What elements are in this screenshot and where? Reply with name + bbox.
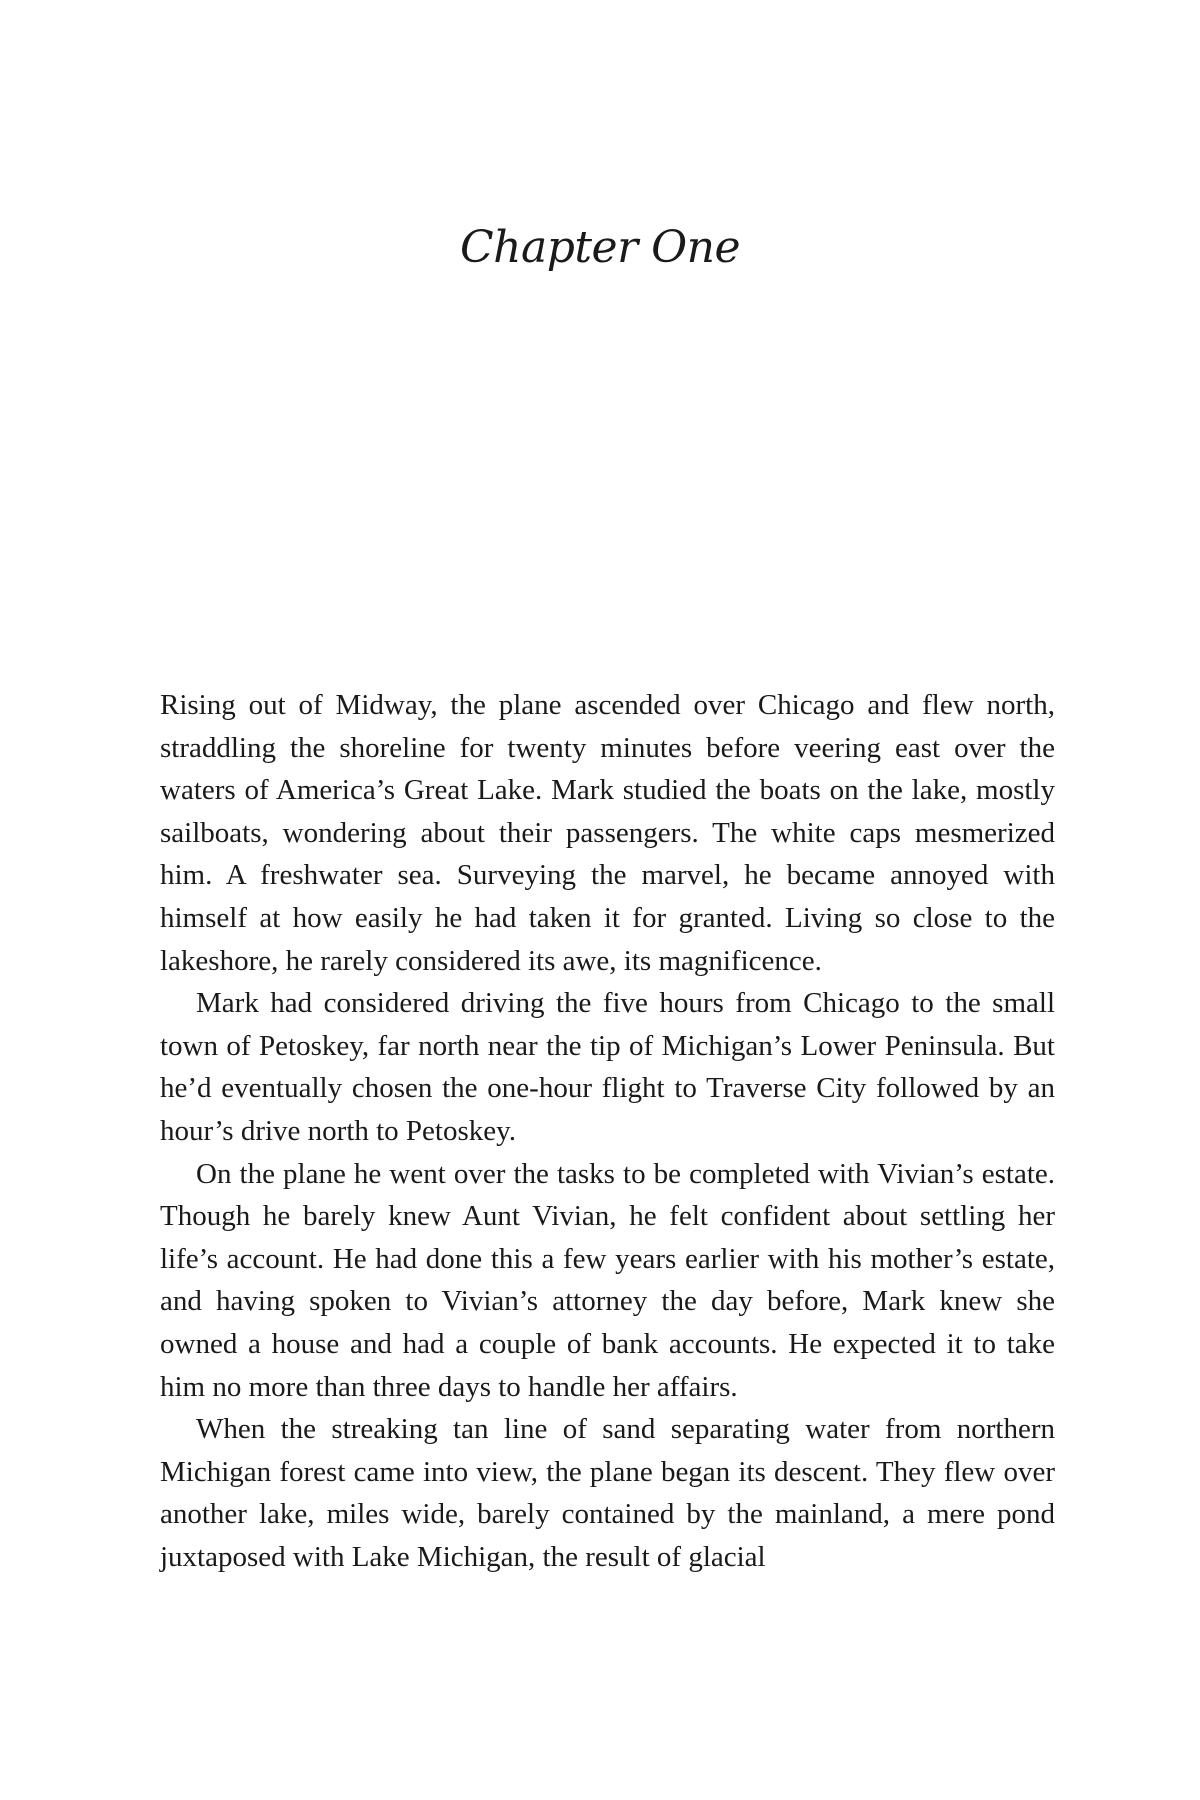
paragraph-2: Mark had considered driving the five hours from Chicago to the small town of Petoskey, far north near the tip of Michigan’s Lower Peninsula. But he’d eventually chosen the one-hour flight to Traverse City followed by an hour’s drive north to Petoskey.	[160, 987, 1055, 1147]
chapter-title: Chapter One	[459, 222, 741, 273]
paragraph-4: When the streaking tan line of sand separating water from northern Michigan forest came into view, the plane began its descent. They flew over another lake, miles wide, barely contained by the mainland, a mere pond juxtaposed with Lake Michigan, the result of glacial	[160, 1413, 1055, 1573]
paragraph-1: Rising out of Midway, the plane ascended over Chicago and flew north, straddling the shoreline for twenty minutes before veering east over the waters of America’s Great Lake. Mark studied the boats on the lake, mostly sailboats, wondering about their passengers. The white caps mesmerized him. A freshwater sea. Surveying the marvel, he became annoyed with himself at how easily he had taken it for granted. Living so close to the lakeshore, he rarely considered its awe, its magnificence.	[160, 689, 1055, 977]
chapter-body	[160, 684, 1055, 1578]
paragraph-3: On the plane he went over the tasks to be completed with Vivian’s estate. Though he barely knew Aunt Vivian, he felt confident about settling her life’s account. He had done this a few years earlier with his mother’s estate, and having spoken to Vivian’s attorney the day before, Mark knew she owned a house and had a couple of bank accounts. He expected it to take him no more than three days to handle her affairs.	[160, 1157, 1055, 1403]
